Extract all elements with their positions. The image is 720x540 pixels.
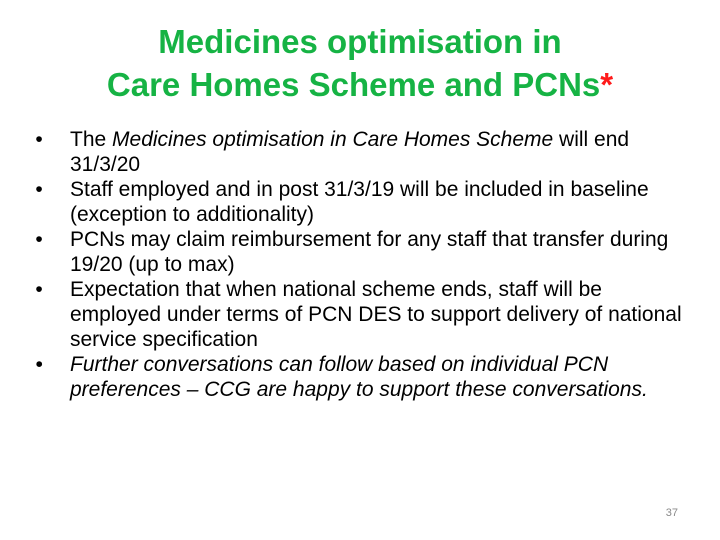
bullet-marker: • <box>35 128 43 151</box>
bullet-1-emphasis: Medicines optimisation in Care Homes Scheme <box>112 128 554 151</box>
title-line-2-text: Care Homes Scheme and PCNs <box>106 66 601 103</box>
bullet-marker: • <box>35 353 43 376</box>
bullet-item-4 <box>30 277 690 352</box>
bullet-marker: • <box>35 228 43 251</box>
title-asterisk: * <box>600 66 614 103</box>
bullet-marker: • <box>35 278 43 301</box>
bullet-3-text: PCNs may claim reimbursement for any staff that transfer during 19/20 (up to max) <box>70 228 669 276</box>
bullet-marker: • <box>35 178 43 201</box>
bullet-item-2 <box>30 177 690 227</box>
bullet-item-5 <box>30 352 690 402</box>
slide-title <box>0 20 720 106</box>
bullet-1-suffix: will end 31/3/20 <box>70 128 630 176</box>
title-line-1: Medicines optimisation in <box>158 23 562 60</box>
bullet-item-3 <box>30 227 690 277</box>
bullet-2-text: Staff employed and in post 31/3/19 will be included in baseline (exception to additionality) <box>70 178 649 226</box>
bullet-item-1 <box>30 127 690 177</box>
bullet-4-text: Expectation that when national scheme ends, staff will be employed under terms of PCN DES to support delivery of national service specification <box>70 278 682 351</box>
bullet-list <box>30 127 690 402</box>
bullet-5-text: Further conversations can follow based on individual PCN preferences – CCG are happy to support these conversations. <box>70 353 648 401</box>
bullet-1-prefix: The <box>70 128 113 151</box>
page-number: 37 <box>665 507 678 519</box>
title-line-2 <box>0 63 720 106</box>
